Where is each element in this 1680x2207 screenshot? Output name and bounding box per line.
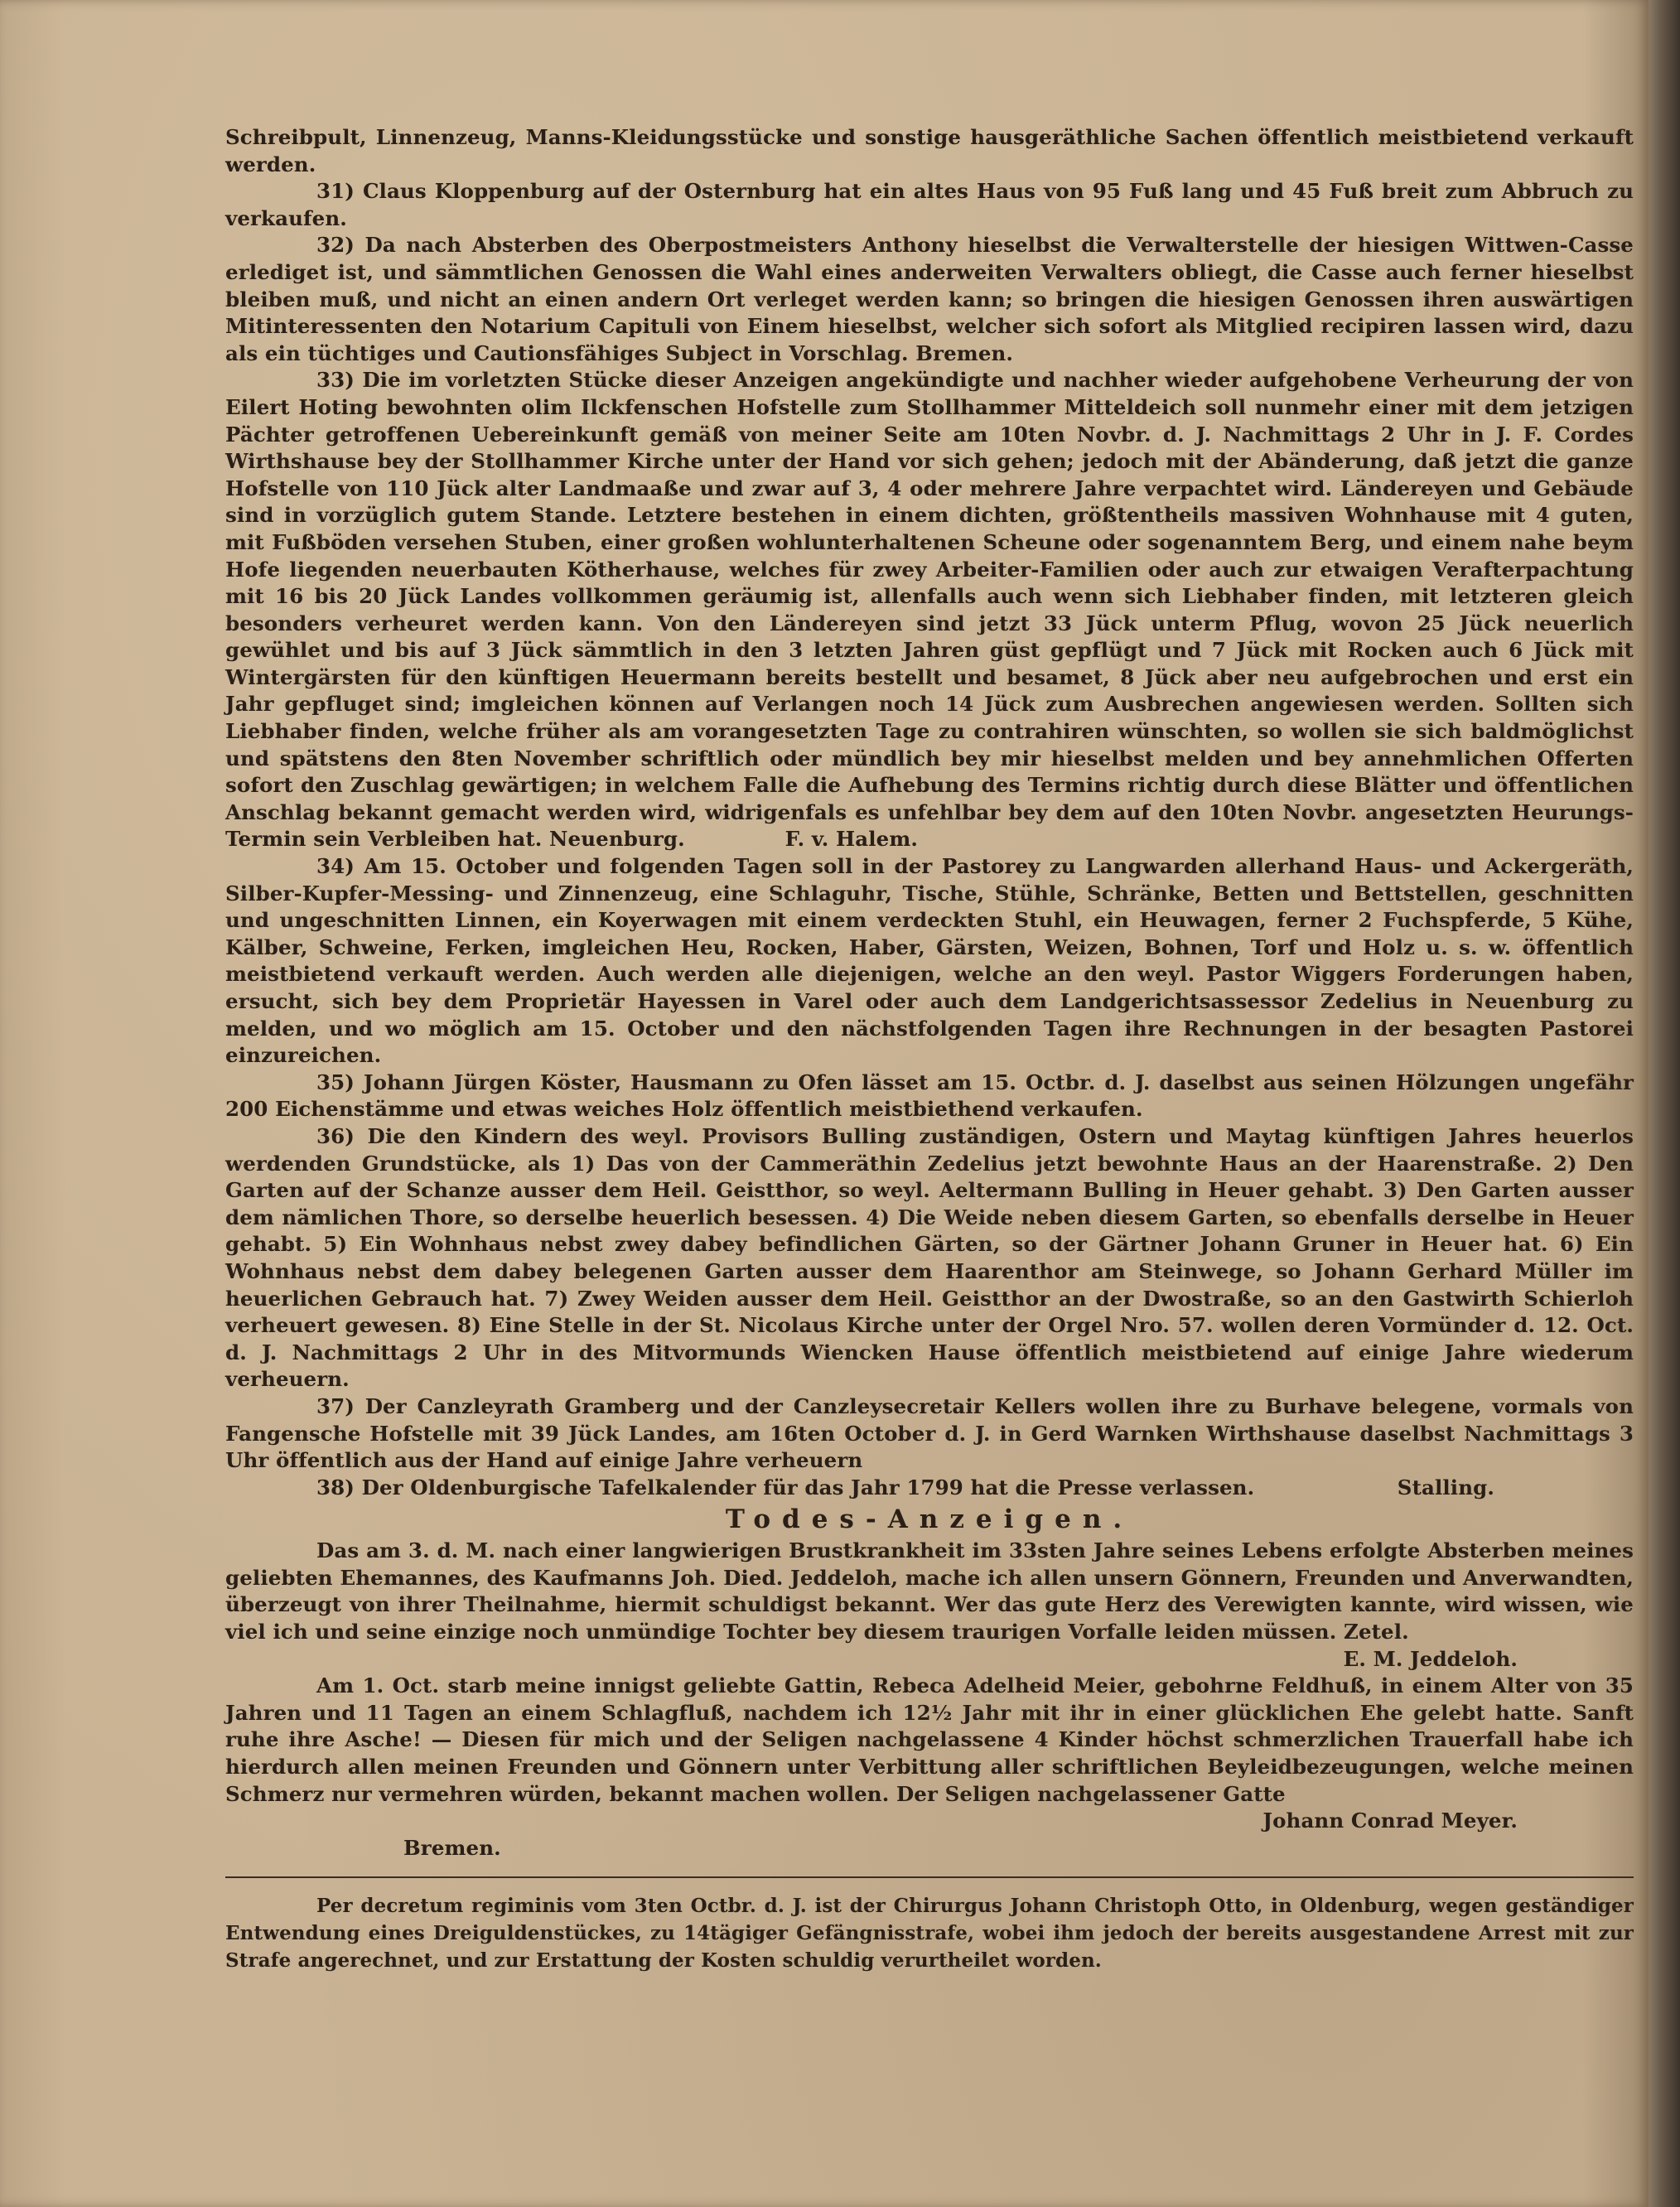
court-decree: Per decretum regiminis vom 3ten Octbr. d. J. ist der Chirurgus Johann Christoph Otto, in Oldenburg, wegen geständiger Entwendung eines Dreiguldenstückes, zu 14tägiger Gefängnisstrafe, wobei ihm jedoch der bereits ausgestandene Arrest mit zur Strafe angerechnet, und zur Erstattung der Kosten schuldig verurtheilet worden.: [225, 1895, 1634, 1972]
death-notice-1-signature: E. M. Jeddeloh.: [1343, 1646, 1518, 1671]
paragraph-continuation: Schreibpult, Linnenzeug, Manns-Kleidungsstücke und sonstige hausgeräthliche Sachen öffentlich meistbietend verkauft werden.: [225, 125, 1634, 176]
notice-38: [225, 1475, 1634, 1502]
notice-38-text: 38) Der Oldenburgische Tafelkalender für das Jahr 1799 hat die Presse verlassen.: [316, 1475, 1255, 1500]
notice-31: 31) Claus Kloppenburg auf der Osternburg hat ein altes Haus von 95 Fuß lang und 45 Fuß breit zum Abbruch zu verkaufen.: [225, 179, 1634, 230]
death-notice-1-signature-row: [225, 1646, 1634, 1673]
death-notice-2-signature: Johann Conrad Meyer.: [1262, 1809, 1518, 1833]
notice-33-signature: F. v. Halem.: [784, 827, 918, 852]
death-notice-2-place: Bremen.: [403, 1835, 501, 1860]
notice-33-text: 33) Die im vorletzten Stücke dieser Anzeigen angekündigte und nachher wieder aufgehobene Verheurung der von Eilert Hoting bewohnten olim Ilckfenschen Hofstelle zum Stollhammer Mitteldeich soll nunmehr einer mit dem jetzigen Pächter getroffenen Uebereinkunft gemäß von meiner Seite am 10ten Novbr. d. J. Nachmittags 2 Uhr in J. F. Cordes Wirthshause bey der Stollhammer Kirche unter der Hand vor sich gehen; jedoch mit der Abänderung, daß jetzt die ganze Hofstelle von 110 Jück alter Landmaaße und zwar auf 3, 4 oder mehrere Jahre verpachtet wird. Ländereyen und Gebäude sind in vorzüglich gutem Stande. Letztere bestehen in einem dichten, größtentheils massiven Wohnhause mit 4 guten, mit Fußböden versehen Stuben, einer großen wohlunterhaltenen Scheune oder sogenanntem Berg, und einem nahe beym Hofe liegenden neuerbauten Kötherhause, welches für zwey Arbeiter-Familien oder auch zur etwaigen Verafterpachtung mit 16 bis 20 Jück Landes vollkommen geräumig ist, allenfalls auch wenn sich Liebhaber finden, mit letzteren gleich besonders verheuret werden kann. Von den Ländereyen sind jetzt 33 Jück unterm Pflug, wovon 25 Jück neuerlich gewühlet und bis auf 3 Jück sämmtlich in den 3 letzten Jahren güst gepflügt und 7 Jück mit Rocken auch 6 Jück mit Wintergärsten für den künftigen Heuermann bereits bestellt und besamet, 8 Jück aber neu aufgebrochen und erst ein Jahr gepfluget sind; imgleichen können auf Verlangen noch 14 Jück zum Ausbrechen angewiesen werden. Sollten sich Liebhaber finden, welche früher als am vorangesetzten Tage zu contrahiren wünschten, so wollen sie sich baldmöglichst und spätstens den 8ten November schriftlich oder mündlich bey mir hieselbst melden und bey annehmlichen Offerten sofort den Zuschlag gewärtigen; in welchem Falle die Aufhebung des Termins richtig durch diese Blätter und öffentlichen Anschlag bekannt gemacht werden wird, widrigenfals es unfehlbar bey dem auf den 10ten Novbr. angesetzten Heurungs-Termin sein Verbleiben hat. Neuenburg.: [225, 368, 1634, 852]
death-notices-heading: Todes-Anzeigen.: [725, 1504, 1134, 1535]
notice-36: 36) Die den Kindern des weyl. Provisors Bulling zuständigen, Ostern und Maytag künftigen Jahres heuerlos werdenden Grundstücke, als 1) Das von der Cammeräthin Zedelius jetzt bewohnte Haus an der Haarenstraße. 2) Den Garten auf der Schanze ausser dem Heil. Geistthor, so weyl. Aeltermann Bulling in Heuer gehabt. 3) Den Garten ausser dem nämlichen Thore, so derselbe heuerlich besessen. 4) Die Weide neben diesem Garten, so ebenfalls derselbe in Heuer gehabt. 5) Ein Wohnhaus nebst zwey dabey befindlichen Gärten, so der Gärtner Johann Gruner in Heuer hat. 6) Ein Wohnhaus nebst dem dabey belegenen Garten ausser dem Haarenthor am Steinwege, so Johann Gerhard Müller im heuerlichen Gebrauch hat. 7) Zwey Weiden ausser dem Heil. Geistthor an der Dwostraße, so an den Gastwirth Schierloh verheuert gewesen. 8) Eine Stelle in der St. Nicolaus Kirche unter der Orgel Nro. 57. wollen deren Vormünder d. 12. Oct. d. J. Nachmittags 2 Uhr in des Mitvormunds Wiencken Hause öffentlich meistbietend auf einige Jahre wiederum verheuern.: [225, 1123, 1634, 1392]
death-notice-2-signature-row: [225, 1808, 1634, 1835]
notice-38-signature: Stalling.: [1397, 1475, 1494, 1500]
death-notice-1: Das am 3. d. M. nach einer langwierigen Brustkrankheit im 33sten Jahre seines Lebens erfolgte Absterben meines geliebten Ehemannes, des Kaufmanns Joh. Died. Jeddeloh, mache ich allen unsern Gönnern, Freunden und Anverwandten, überzeugt von ihrer Theilnahme, hiermit schuldigst bekannt. Wer das gute Herz des Verewigten kannte, wird wissen, wie viel ich und seine einzige noch unmündige Tochter bey diesem traurigen Vorfalle leiden müssen. Zetel.: [225, 1538, 1634, 1644]
death-notice-2: Am 1. Oct. starb meine innigst geliebte Gattin, Rebeca Adelheid Meier, gebohrne Feldhuß, in einem Alter von 35 Jahren und 11 Tagen an einem Schlagfluß, nachdem ich 12½ Jahr mit ihr in einer glücklichen Ehe gelebt hatte. Sanft ruhe ihre Asche! — Diesen für mich und der Seligen nachgelassene 4 Kinder höchst schmerzlichen Trauerfall habe ich hierdurch allen meinen Freunden und Gönnern unter Verbittung aller schriftlichen Beyleidbezeugungen, welche meinen Schmerz nur vermehren würden, bekannt machen wollen. Der Seligen nachgelassener Gatte: [225, 1673, 1634, 1806]
page-edge-shadow: [1649, 0, 1680, 2207]
page-content: [225, 124, 1634, 1974]
section-divider: [225, 1876, 1634, 1878]
notice-34: 34) Am 15. October und folgenden Tagen soll in der Pastorey zu Langwarden allerhand Haus- und Ackergeräth, Silber-Kupfer-Messing- und Zinnenzeug, eine Schlaguhr, Tische, Stühle, Schränke, Betten und Bettstellen, geschnitten und ungeschnitten Linnen, ein Koyerwagen mit einem verdeckten Stuhl, ein Heuwagen, ferner 2 Fuchspferde, 5 Kühe, Kälber, Schweine, Ferken, imgleichen Heu, Rocken, Haber, Gärsten, Weizen, Bohnen, Torf und Holz u. s. w. öffentlich meistbietend verkauft werden. Auch werden alle diejenigen, welche an den weyl. Pastor Wiggers Forderungen haben, ersucht, sich bey dem Proprietär Hayessen in Varel oder auch dem Landgerichtsassessor Zedelius in Neuenburg zu melden, und wo möglich am 15. October und den nächstfolgenden Tagen ihre Rechnungen in der besagten Pastorei einzureichen.: [225, 854, 1634, 1068]
notice-32: 32) Da nach Absterben des Oberpostmeisters Anthony hieselbst die Verwalterstelle der hiesigen Wittwen-Casse erlediget ist, und sämmtlichen Genossen die Wahl eines anderweiten Verwalters obliegt, die Casse auch ferner hieselbst bleiben muß, und nicht an einen andern Ort verleget werden kann; so bringen die hiesigen Genossen ihren auswärtigen Mitinteressenten den Notarium Capituli von Einem hieselbst, welcher sich sofort als Mitglied recipiren lassen wird, dazu als ein tüchtiges und Cautionsfähiges Subject in Vorschlag. Bremen.: [225, 233, 1634, 365]
notice-37: 37) Der Canzleyrath Gramberg und der Canzleysecretair Kellers wollen ihre zu Burhave belegene, vormals von Fangensche Hofstelle mit 39 Jück Landes, am 16ten October d. J. in Gerd Warnken Wirthshause daselbst Nachmittags 3 Uhr öffentlich aus der Hand auf einige Jahre verheuern: [225, 1393, 1634, 1473]
notice-33: [225, 367, 1634, 853]
notice-35: 35) Johann Jürgen Köster, Hausmann zu Ofen lässet am 15. Octbr. d. J. daselbst aus seinen Hölzungen ungefähr 200 Eichenstämme und etwas weiches Holz öffentlich meistbiethend verkaufen.: [225, 1070, 1634, 1122]
